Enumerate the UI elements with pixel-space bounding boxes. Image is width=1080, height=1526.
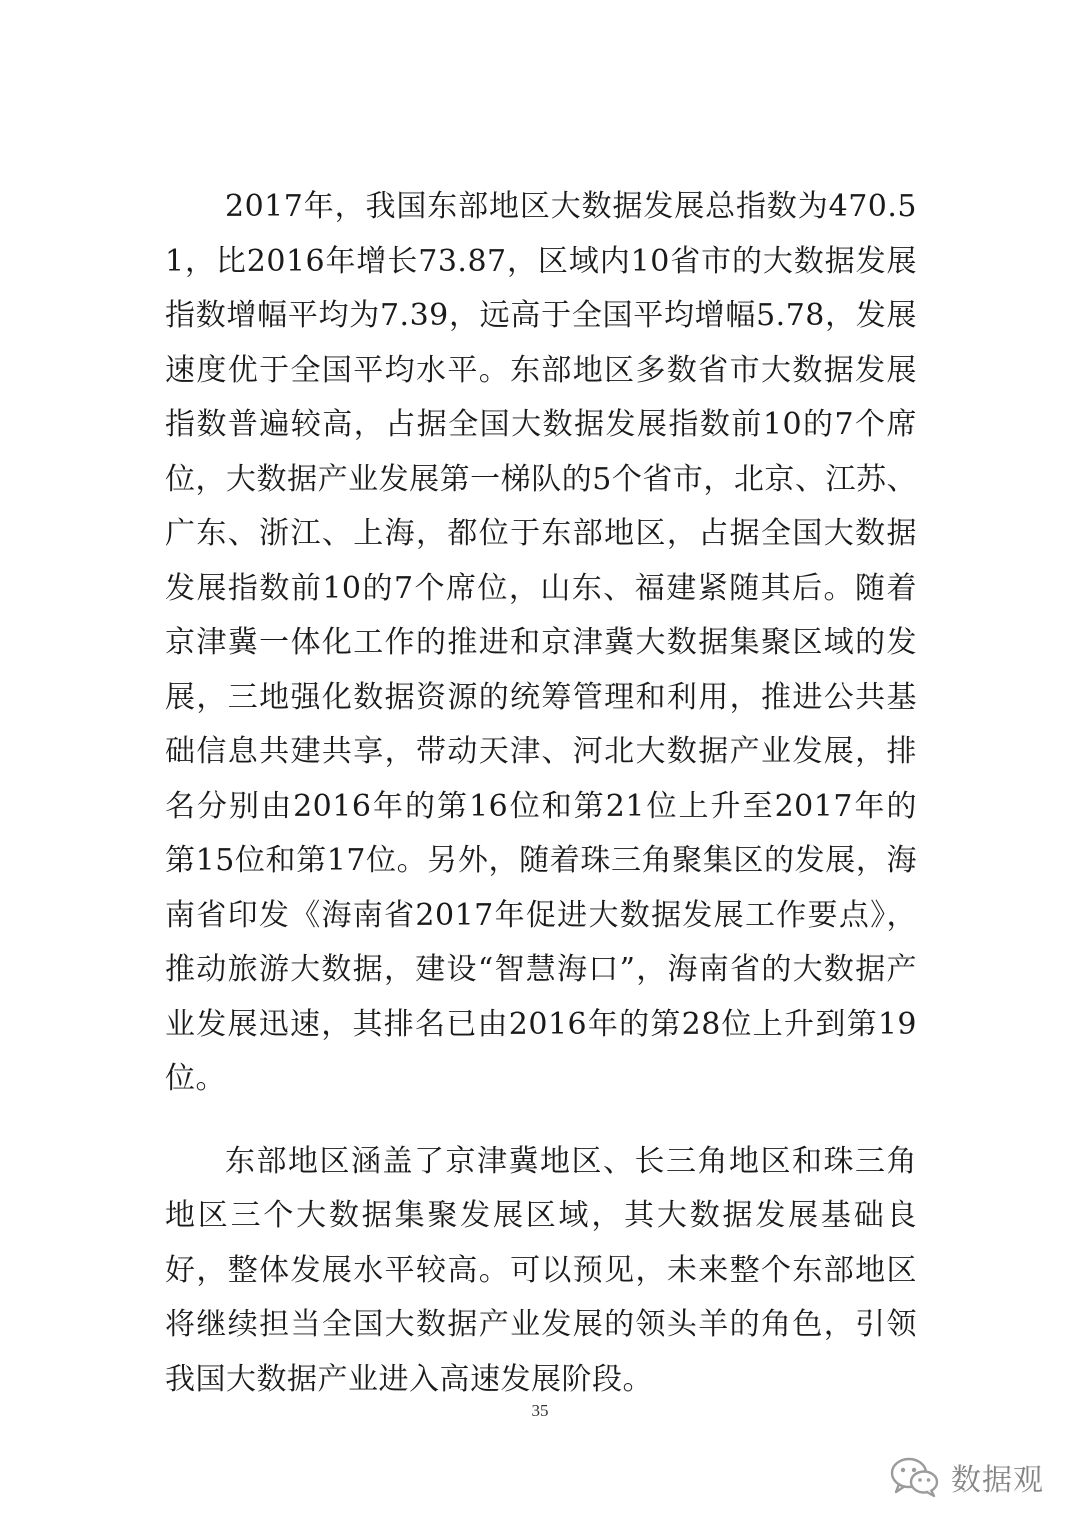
page-number: 35 [531, 1401, 549, 1420]
watermark [889, 1455, 1044, 1499]
wechat-icon [889, 1456, 941, 1498]
body-text [165, 180, 917, 1407]
paragraph-east-region-index: 2017年，我国东部地区大数据发展总指数为470.51，比2016年增长73.87，区域内10省市的大数据发展指数增幅平均为7.39，远高于全国平均增幅5.78，发展速度优于全国平均水平。东部地区多数省市大数据发展指数普遍较高，占据全国大数据发展指数前10的7个席位，大数据产业发展第一梯队的5个省市，北京、江苏、广东、浙江、上海，都位于东部地区，占据全国大数据发展指数前10的7个席位，山东、福建紧随其后。随着京津冀一体化工作的推进和京津冀大数据集聚区域的发展，三地强化数据资源的统筹管理和利用，推进公共基础信息共建共享，带动天津、河北大数据产业发展，排名分别由2016年的第16位和第21位上升至2017年的第15位和第17位。另外，随着珠三角聚集区的发展，海南省印发《海南省2017年促进大数据发展工作要点》，推动旅游大数据，建设“智慧海口”，海南省的大数据产业发展迅速，其排名已由2016年的第28位上升到第19位。 [165, 189, 917, 1096]
paragraph-east-region-outlook: 东部地区涵盖了京津冀地区、长三角地区和珠三角地区三个大数据集聚发展区域，其大数据发展基础良好，整体发展水平较高。可以预见，未来整个东部地区将继续担当全国大数据产业发展的领头羊的角色，引领我国大数据产业进入高速发展阶段。 [165, 1143, 917, 1397]
watermark-text: 数据观 [951, 1463, 1044, 1498]
